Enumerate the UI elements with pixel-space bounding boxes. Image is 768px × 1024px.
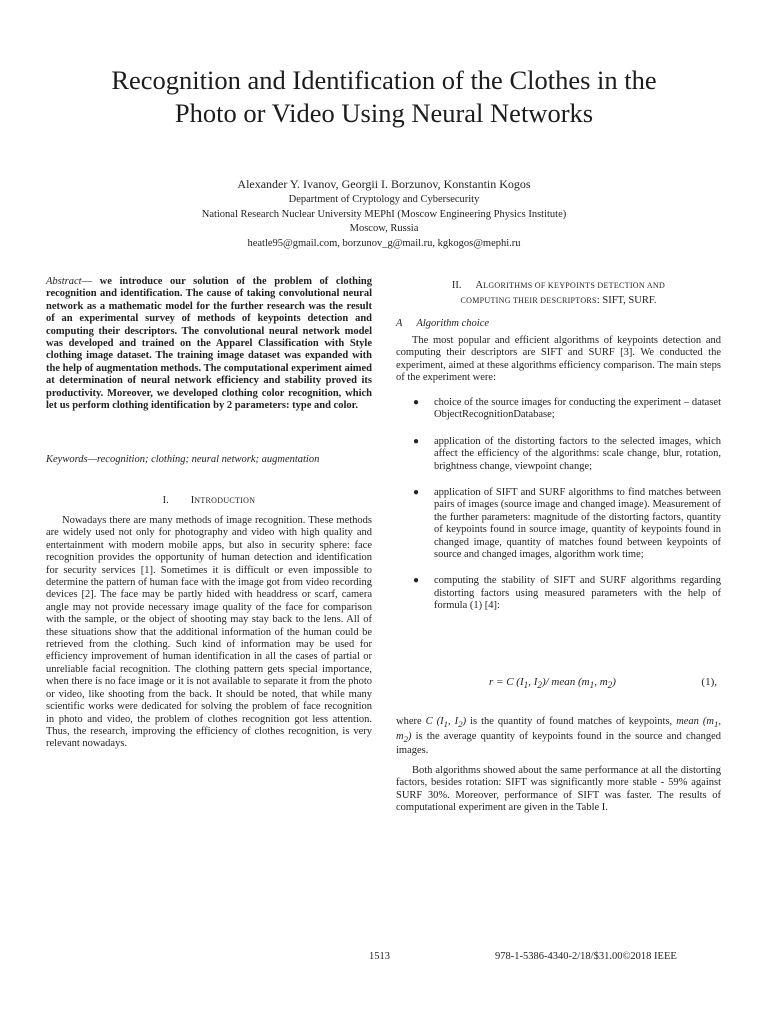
subsection-title: Algorithm choice <box>416 318 490 329</box>
copyright-notice: 978-1-5386-4340-2/18/$31.00©2018 IEEE <box>495 951 677 962</box>
section-1-heading <box>46 495 372 507</box>
abstract-text: we introduce our solution of the problem of clothing recognition and identification. The cause of taking convolutional neural network as a mathematic model for the further research was the result of an experimental survey of methods of keypoints detection and computing their descriptors. The convolutional neural network model was developed and trained on the Apparel Classification with Style clothing image dataset. The training image dataset was expanded with the help of augmentation methods. The computational experiment aimed at determination of neural network efficiency and stability proved its productivity. Moreover, we developed clothing color recognition, which let us perform clothing identification by 2 parameters: type and color. <box>46 276 372 412</box>
title-line-2: Photo or Video Using Neural Networks <box>174 98 594 128</box>
section-2-rest-a: LGORITHMS OF KEYPOINTS DETECTION AND <box>483 281 666 290</box>
affiliation-city: Moscow, Russia <box>349 223 419 234</box>
paper-title <box>30 64 738 130</box>
list-item-text: choice of the source images for conducting the experiment – dataset ObjectRecognitionDatabase; <box>434 397 721 421</box>
section-2-tail: : SIFT, SURF. <box>596 295 657 306</box>
affiliation <box>30 193 738 251</box>
affiliation-university: National Research Nuclear University MEPhI (Moscow Engineering Physics Institute) <box>201 208 567 220</box>
title-line-1: Recognition and Identification of the Clothes in the <box>111 65 657 95</box>
bullet-icon: ● <box>413 435 420 447</box>
keywords: Keywords—recognition; clothing; neural network; augmentation <box>46 454 320 465</box>
subsection-letter: A <box>396 318 403 329</box>
formula-number: (1), <box>701 676 717 688</box>
section-1-cap: I <box>190 495 195 506</box>
formula-explanation: where C ($I_1$, $I_2$) is the quantity of found matches of keypoints, mean ($m_1$, $m_2$) is the average quantity of keypoints found in the source and changed images. <box>396 716 722 756</box>
list-item <box>396 397 721 422</box>
bullet-icon: ● <box>413 487 420 499</box>
bullet-icon: ● <box>413 575 420 587</box>
section-1-rest: NTRODUCTION <box>194 496 256 505</box>
list-item-text: computing the stability of SIFT and SURF algorithms regarding distorting factors using measured parameters with the help of formula (1) [4]: <box>434 575 721 612</box>
list-item <box>396 487 721 561</box>
introduction-paragraph: Nowadays there are many methods of image recognition. These methods are widely used not only for photography and video with high quality and entertainment with modern mobile apps, but also in security sphere: face recognition provides the opportunity of human detection and identification for security services [1]. Sometimes it is difficult or even impossible to determine the pattern of human face with the image got from video recording devices [2]. The face may be partly hided with headdress or scarf, camera angle may not provide necessary image quality of the face for comparison with the sample, or the object of shooting may stay back to the lens. All of these situations show that the additional information of the human could be retrieved from the clothing. Such kind of information may be used for efficiency improvement of human identification in all the cases of partial or unreliable facial recognition. The clothing pattern gets special importance, when there is no face image or it is not available to separate it from the photo or video, like shooting from the back. It should be noted, that while many scientific works were dedicated for solving the problem of face recognition in photo and video, the problem of clothes recognition got less attention. Thus, the research, improving the efficiency of clothes recognition, is very relevant nowadays. <box>46 515 372 750</box>
bullet-icon: ● <box>413 397 420 408</box>
list-item <box>396 575 721 612</box>
list-item <box>396 436 721 473</box>
experiment-steps-list <box>396 397 721 627</box>
abstract <box>46 276 372 412</box>
section-2-heading <box>396 278 721 308</box>
list-item-text: application of SIFT and SURF algorithms to find matches between pairs of images (source image and changed image). Measurement of the further parameters: magnitude of the distorting factors, quantity of keypoints found in source image, quantity of keypoints found in changed image, quantity of matches found between keypoints of source and changed images, algorithm work time; <box>434 487 721 561</box>
section-2-rest-c: OMPUTING THEIR DESCRIPTORS <box>466 296 597 305</box>
abstract-dash: — <box>81 276 100 287</box>
subsection-a-heading <box>396 318 721 330</box>
author-list: Alexander Y. Ivanov, Georgii I. Borzunov, Konstantin Kogos <box>237 177 531 191</box>
section-1-number: I. <box>162 495 169 506</box>
affiliation-department: Department of Cryptology and Cybersecurity <box>288 194 480 205</box>
list-item-text: application of the distorting factors to the selected images, which affect the efficiency of the algorithms: scale change, blur, rotation, brightness change, viewpoint change; <box>434 435 721 472</box>
section-2-cap-c: C <box>460 296 467 305</box>
author-emails: heatle95@gmail.com, borzunov_g@mail.ru, kgkogos@mephi.ru <box>247 237 521 249</box>
formula-expression: r = C ($I_1$, $I_2)/$ mean ($m_1$, $m_2$) <box>489 676 616 691</box>
results-paragraph: Both algorithms showed about the same performance at all the distorting factors, besides rotation: SIFT was significantly more stable - 59% against SURF 30%. Moreover, performance of SIFT was faster. The results of computational experiment are given in the Table I. <box>396 765 721 814</box>
section-2-cap-a: A <box>475 280 484 291</box>
algorithm-choice-paragraph: The most popular and efficient algorithms of keypoints detection and computing their descriptors are SIFT and SURF [3]. We conducted the experiment, aimed at these algorithms efficiency comparison. The main steps of the experiment were: <box>396 335 721 384</box>
abstract-label: Abstract <box>46 276 82 287</box>
page-number: 1513 <box>369 951 390 962</box>
section-2-number: II. <box>451 280 462 291</box>
